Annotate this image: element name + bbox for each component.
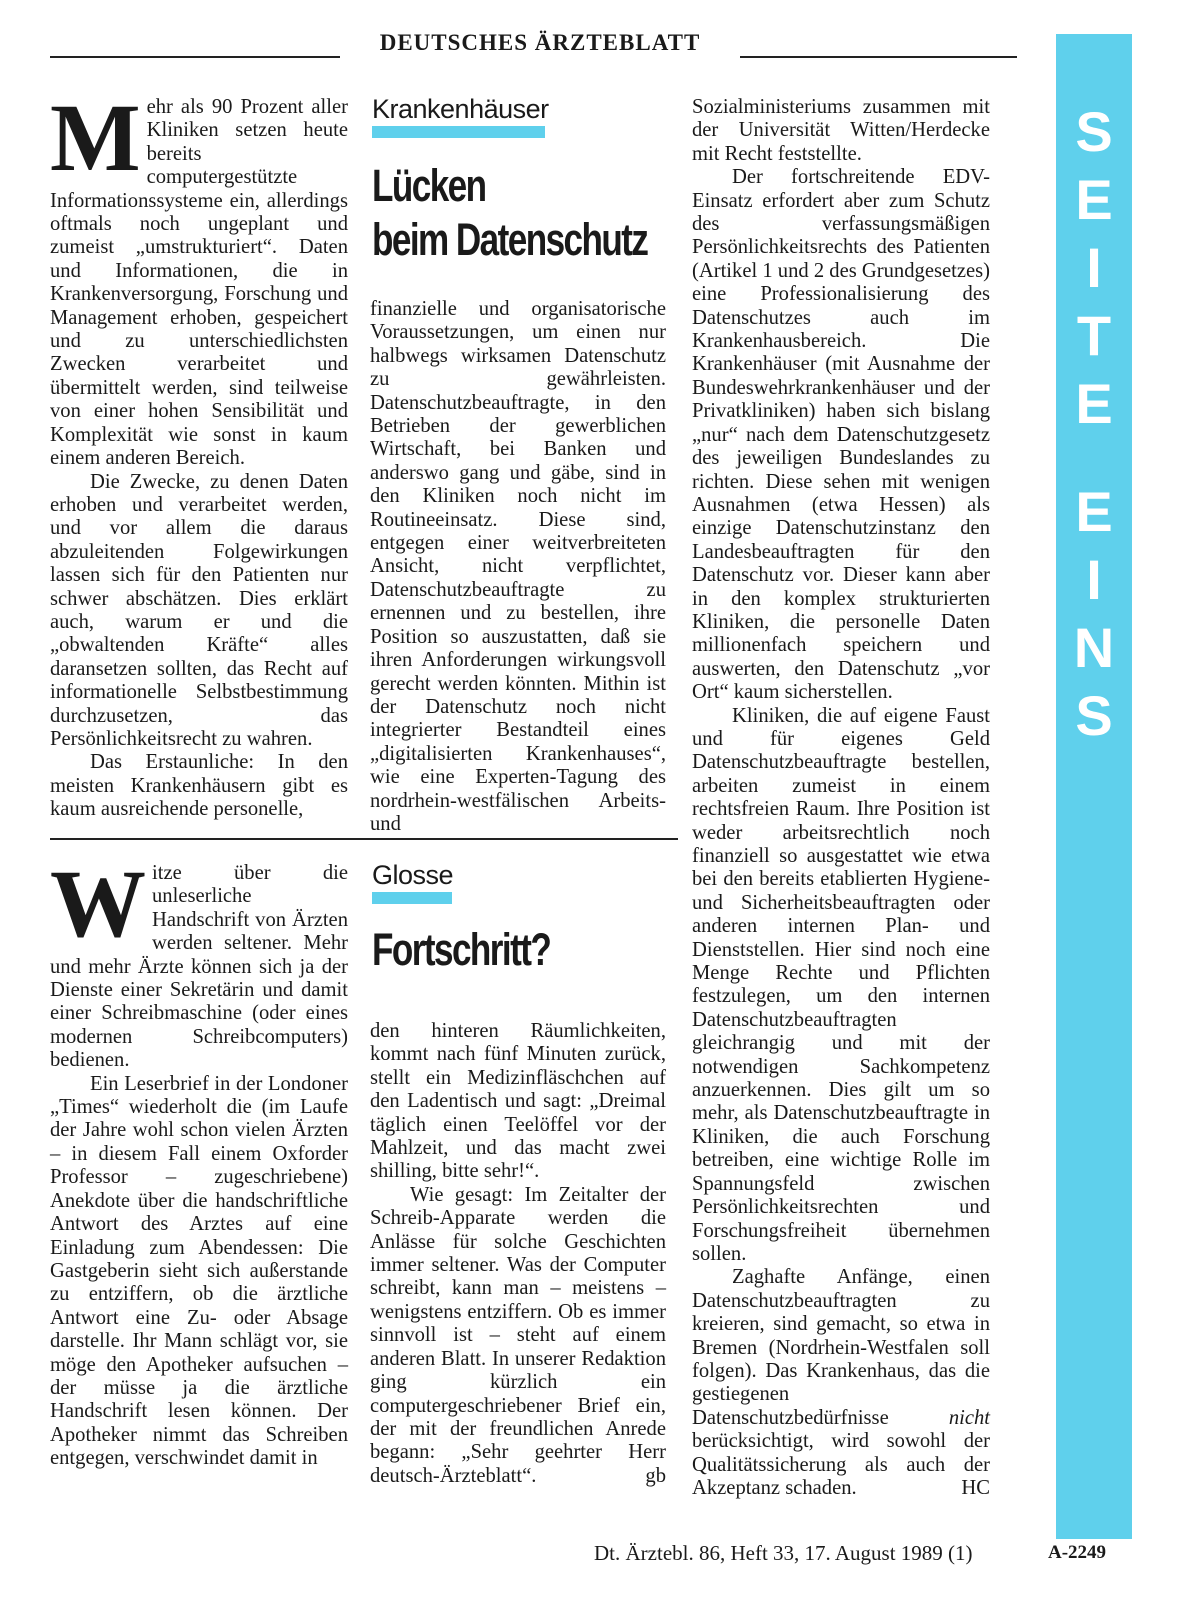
masthead: DEUTSCHES ÄRZTEBLATT [340, 28, 740, 58]
article2-column-2 [370, 1020, 666, 1490]
article1-paragraph: Die Zwecke, zu denen Daten erhoben und verarbeitet werden, und vor allem die daraus abzuleitenden Folgewirkungen lassen sich für den Patienten nur schwer abschätzen. Dies erklärt auch, warum er und die „obwaltenden Kräfte“ alles daransetzen sollten, das Recht auf informationelle Selbstbestimmung durchzusetzen, das Persönlichkeitsrecht zu wahren. [50, 470, 348, 750]
article1-kicker-bar [372, 126, 545, 138]
article2-author: gb [645, 1464, 666, 1487]
page-number: A-2249 [1048, 1542, 1107, 1563]
article1-paragraph: Der fortschreitende EDV-Einsatz erfordert aber zum Schutz des verfassungsmäßigen Persönlichkeitsrechts des Patienten (Artikel 1 und 2 des Grundgesetzes) eine Professionalisierung des Datenschutzes auch im Krankenhausbereich. Die Krankenhäuser (mit Ausnahme der Bundeswehrkrankenhäuser und der Privatkliniken) haben sich bislang „nur“ nach dem Datenschutzgesetz des jeweiligen Bundeslandes zu richten. Diese sehen mit wenigen Ausnahmen (etwa Hessen) als einzige Datenschutzinstanz den Landesbeauftragten für den Datenschutz vor. Dieser kann aber in den komplex strukturierten Kliniken, die personelle Daten millionenfach speichern und auswerten, den Datenschutz „vor Ort“ kaum sicherstellen. [692, 166, 990, 704]
article2-kicker: Glosse [372, 860, 454, 890]
article1-paragraph-tail: berücksichtigt, wird sowohl der Qualitätssicherung als auch der Akzeptanz schaden. [692, 1430, 990, 1499]
article2-paragraph [370, 1184, 666, 1488]
sidebar-letter: E [1075, 168, 1113, 231]
article-divider [50, 838, 678, 840]
article1-column-2 [370, 298, 666, 835]
sidebar-gap [1056, 438, 1132, 478]
sidebar-letter: S [1075, 684, 1113, 747]
sidebar-letter: E [1075, 480, 1113, 543]
article1-paragraph: Das Erstaunliche: In den meisten Krankenhäusern gibt es kaum ausreichende personelle, [50, 751, 348, 821]
footer-citation: Dt. Ärztebl. 86, Heft 33, 17. August 1989 (1) [594, 1541, 973, 1565]
article2-kicker-bar [372, 892, 452, 904]
article2-dropcap: W [50, 850, 146, 957]
sidebar-letter: N [1073, 616, 1115, 679]
sidebar-letter: S [1075, 100, 1113, 163]
article1-author: HC [961, 1476, 990, 1499]
article1-emphasis: nicht [948, 1406, 990, 1429]
sidebar-band [1056, 34, 1132, 1539]
article1-paragraph: Sozialministeriums zusammen mit der Universität Witten/Herdecke mit Recht feststellte. [692, 96, 990, 165]
article1-paragraph: ehr als 90 Prozent aller Kliniken setzen heute bereits computergestützte Informationssysteme ein, allerdings oftmals noch ungeplant und zumeist „umstrukturiert“. Daten und Informationen, die in Krankenversorgung, Forschung und Management erhoben, gespeichert und zu unterschiedlichsten Zwecken verarbeitet und übermittelt werden, sind teilweise von einer hohen Sensibilität und Komplexität wie sonst in kaum einem anderen Bereich. [50, 96, 348, 470]
article2-paragraph: itze über die unleserliche Handschrift von Ärzten werden seltener. Mehr und mehr Ärzte können sich ja der Dienste einer Sekretärin und damit einer Schreibmaschine (oder eines modernen Schreibcomputers) bedienen. [50, 862, 348, 1072]
article1-paragraph: finanzielle und organisatorische Voraussetzungen, um einen nur halbwegs wirksamen Datenschutz zu gewährleisten. Datenschutzbeauftragte, in den Betrieben der gewerblichen Wirtschaft, bei Banken und anderswo gang und gäbe, sind in den Kliniken noch nicht im Routineeinsatz. Diese sind, entgegen einer weitverbreiteten Ansicht, nicht verpflichtet, Datenschutzbeauftragte zu ernennen und zu bestellen, ihre Position so auszustatten, daß sie ihren Anforderungen wirkungsvoll gerecht werden könnten. Mithin ist der Datenschutz noch nicht integrierter Bestandteil eines „digitalisierten Krankenhauses“, wie eine Experten-Tagung des nordrhein-westfälischen Arbeits- und [370, 298, 666, 835]
article1-column-1 [50, 84, 348, 821]
article1-paragraph: Kliniken, die auf eigene Faust und für eigenes Geld Datenschutzbeauftragte bestellen, arbeiten zumeist in einem rechtsfreien Raum. Ihre Position ist weder arbeitsrechtlich noch finanziell so ausgestattet wie etwa bei den bereits etablierten Hygiene- und Sicherheitsbeauftragten oder anderen internen Plan- und Dienststellen. Hier sind noch eine Menge Rechte und Pflichten festzulegen, um den internen Datenschutzbeauftragten gleichrangig und mit der notwendigen Sachkompetenz anzuerkennen. Dies gilt um so mehr, als Datenschutzbeauftragte in Kliniken, die auch Forschung betreiben, eine wichtige Rolle im Spannungsfeld zwischen Persönlichkeitsrechten und Forschungsfreiheit übernehmen sollen. [692, 704, 990, 1265]
article2-headline: Fortschritt? [372, 924, 551, 975]
sidebar-word [1056, 98, 1132, 750]
article2-paragraph: Ein Leserbrief in der Londoner „Times“ wiederholt die (im Laufe der Jahre wohl schon vielen Ärzten – in diesem Fall einem Oxforder Professor – zugeschriebene) Anekdote über die handschriftliche Antwort des Arztes auf eine Einladung zum Abendessen: Die Gastgeberin sieht sich außerstande zu entziffern, ob die ärztliche Antwort eine Zu- oder Absage darstelle. Ihr Mann schlägt vor, sie möge den Apotheker aufsuchen – der müsse ja die ärztliche Handschrift lesen können. Der Apotheker nimmt das Schreiben entgegen, verschwindet damit in [50, 1072, 348, 1470]
sidebar-letter: I [1086, 548, 1102, 611]
article1-paragraph-text: Zaghafte Anfänge, einen Datenschutzbeauftragten zu kreieren, sind gemacht, so etwa in Bremen (Nordrhein-Westfalen soll folgen). Das Krankenhaus, das die gestiegenen Datenschutzbedürfnisse [692, 1266, 990, 1429]
article2-paragraph-text: Wie gesagt: Im Zeitalter der Schreib-Apparate werden die Anlässe für solche Geschichten immer seltener. Was der Computer schreibt, kann man – meistens – wenigstens entziffern. Ob es immer sinnvoll ist – steht auf einem anderen Blatt. In unserer Redaktion ging kürzlich ein computergeschriebener Brief ein, der mit der freundlichen Anrede begann: „Sehr geehrter Herr deutsch-Ärzteblatt“. [370, 1183, 666, 1487]
article1-headline-line2: beim Datenschutz [372, 214, 648, 265]
sidebar-letter: I [1086, 236, 1102, 299]
article1-headline-line1: Lücken [372, 160, 486, 211]
article2-column-1 [50, 850, 348, 1492]
article1-kicker: Krankenhäuser [372, 94, 549, 124]
article1-dropcap: M [50, 84, 141, 191]
article2-paragraph: den hinteren Räumlichkeiten, kommt nach fünf Minuten zurück, stellt ein Medizinfläschchen auf den Ladentisch und sagt: „Dreimal täglich einen Teelöffel vor der Mahlzeit, und das macht zwei shilling, bitte sehr!“. [370, 1020, 666, 1183]
article1-paragraph [692, 1266, 990, 1500]
sidebar-letter: T [1076, 304, 1112, 367]
sidebar-letter: E [1075, 372, 1113, 435]
article1-column-3 [692, 96, 990, 1499]
